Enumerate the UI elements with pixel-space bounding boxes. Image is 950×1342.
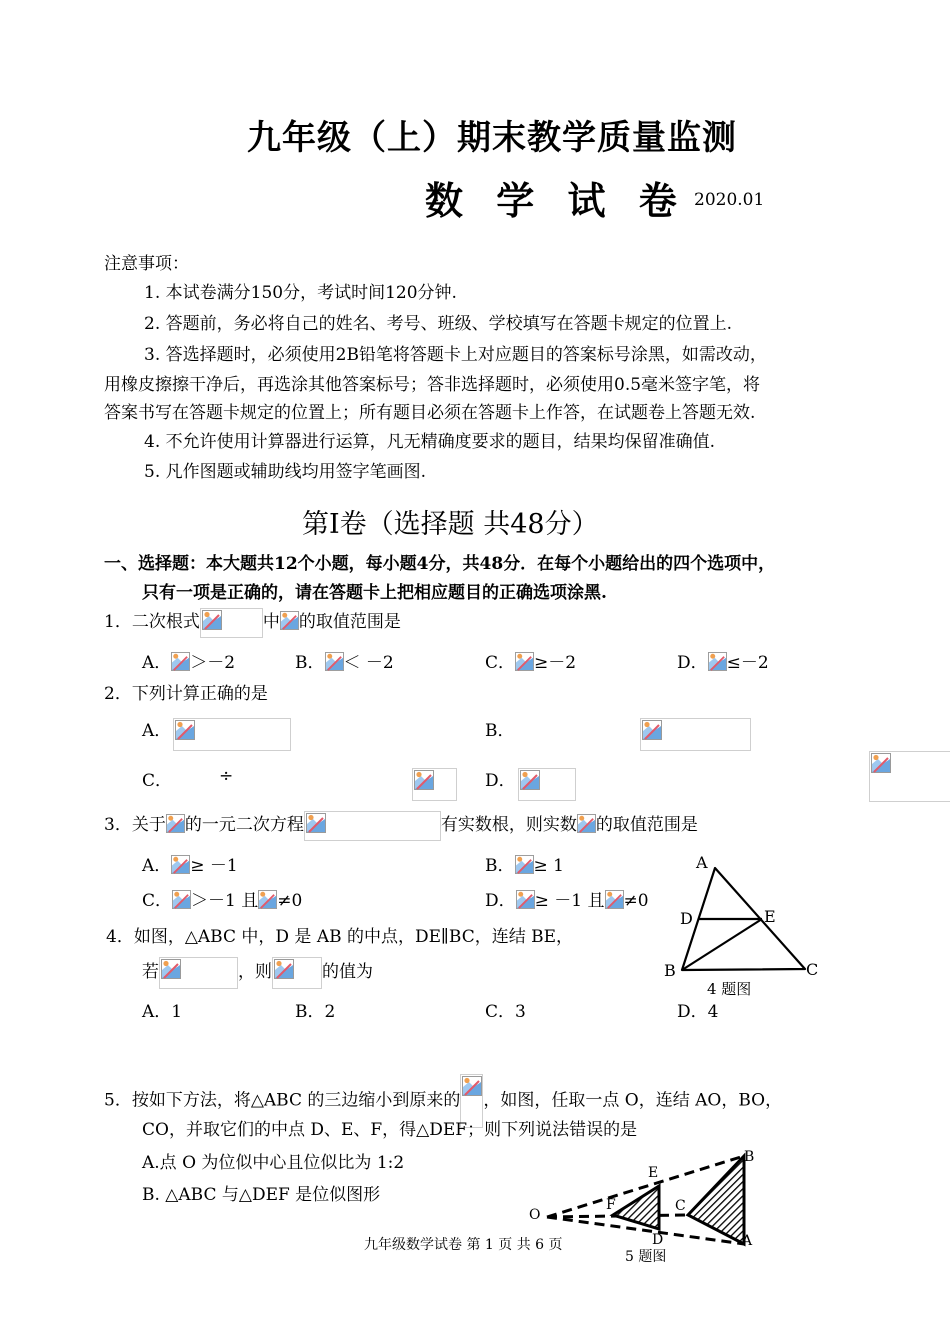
question-5-option-a: A.点 O 为位似中心且位似比为 1:2	[142, 1153, 405, 1173]
question-3-option-a: A． ≥ －1	[142, 856, 238, 876]
question-2-option-a-formula	[173, 718, 291, 751]
question-2-option-b-label: B．	[485, 721, 515, 741]
question-3-option-c: C． ＞－1 且 ≠0	[142, 891, 303, 911]
notice-item-5: 5. 凡作图题或辅助线均用签字笔画图.	[144, 462, 427, 482]
question-4-option-b: B．2	[295, 1002, 336, 1022]
question-2-option-d-formula	[869, 751, 950, 802]
question-4-option-a: A．1	[142, 1002, 183, 1022]
image-placeholder-icon	[515, 652, 534, 671]
image-placeholder-icon	[171, 652, 190, 671]
point-label-f: F	[606, 1197, 616, 1213]
question-1-option-b: B． ＜ －2	[295, 653, 394, 673]
question-2-option-c-formula-2	[518, 768, 576, 801]
notice-item-2: 2. 答题前，务必将自己的姓名、考号、班级、学校填写在答题卡规定的位置上.	[144, 314, 733, 334]
triangle-abc	[688, 1156, 744, 1244]
point-label-c: C	[675, 1198, 686, 1214]
image-placeholder-icon	[642, 720, 662, 740]
question-4-option-d: D．4	[677, 1002, 719, 1022]
image-placeholder-icon	[274, 959, 294, 979]
image-placeholder-icon	[577, 814, 596, 833]
image-placeholder-icon	[515, 855, 534, 874]
notice-item-1: 1. 本试卷满分150分，考试时间120分钟.	[144, 283, 457, 303]
question-3-option-b: B． ≥ 1	[485, 856, 564, 876]
image-placeholder-icon	[161, 959, 181, 979]
point-label-c: C	[806, 960, 819, 979]
image-placeholder-icon	[325, 652, 344, 671]
point-label-b: B	[744, 1149, 755, 1165]
question-3-option-d: D． ≥ －1 且 ≠0	[485, 891, 649, 911]
image-placeholder-icon	[708, 652, 727, 671]
image-placeholder-icon	[175, 720, 195, 740]
notice-item-3: 3. 答选择题时，必须使用2B铅笔将答题卡上对应题目的答案标号涂黑，如需改动，	[144, 345, 767, 365]
notice-item-3-cont: 用橡皮擦擦干净后，再选涂其他答案标号；答非选择题时，必须使用0.5毫米签字笔，将	[104, 375, 761, 395]
image-placeholder-icon	[280, 611, 299, 630]
image-placeholder-icon	[258, 890, 277, 909]
page-subtitle: 数 学 试 卷	[425, 178, 687, 223]
question-4-option-c: C．3	[485, 1002, 526, 1022]
question-2-option-d-label: D．	[485, 771, 516, 791]
ratio-image	[159, 957, 238, 989]
question-1-option-c: C． ≥－2	[485, 653, 577, 673]
question-1-option-d: D． ≤－2	[677, 653, 769, 673]
question-2-option-c-label: C．	[142, 771, 173, 791]
image-placeholder-icon	[202, 610, 222, 630]
question-2-option-b-formula	[640, 718, 751, 751]
image-placeholder-icon	[516, 890, 535, 909]
ratio-image	[272, 957, 322, 989]
page-footer: 九年级数学试卷 第 1 页 共 6 页	[364, 1237, 563, 1253]
point-label-a: A	[742, 1233, 753, 1249]
triangle-def	[613, 1186, 659, 1229]
question-4-stem: 4．如图，△ABC 中，D 是 AB 的中点，DE∥BC，连结 BE，	[106, 927, 574, 947]
figure-4-triangle	[655, 848, 835, 1000]
division-sign: ÷	[219, 766, 234, 786]
point-label-d: D	[652, 1232, 664, 1248]
section-instruction-cont: 只有一项是正确的，请在答题卡上把相应题目的正确选项涂黑.	[142, 583, 607, 603]
question-2-option-a-label: A．	[142, 721, 172, 741]
image-placeholder-icon	[871, 753, 891, 773]
point-label-a: A	[696, 853, 708, 872]
point-label-b: B	[664, 961, 676, 980]
point-label-o: O	[529, 1207, 541, 1223]
image-placeholder-icon	[172, 890, 191, 909]
section-title: 第Ⅰ卷（选择题 共48分）	[302, 509, 599, 540]
question-5-stem: 5．按如下方法，将△ABC 的三边缩小到原来的 ，如图，任取一点 O，连结 AO，BO，	[104, 1074, 782, 1128]
notice-heading: 注意事项：	[104, 254, 189, 274]
page-title: 九年级（上）期末教学质量监测	[247, 118, 737, 158]
image-placeholder-icon	[462, 1076, 482, 1096]
image-placeholder-icon	[306, 813, 326, 833]
question-2-option-c-formula-1	[412, 768, 457, 801]
point-label-e: E	[764, 907, 776, 926]
question-4-condition: 若 ，则 的值为	[142, 955, 373, 989]
image-placeholder-icon	[166, 814, 185, 833]
point-label-e: E	[648, 1165, 659, 1181]
image-placeholder-icon	[414, 770, 434, 790]
notice-item-3-cont2: 答案书写在答题卡规定的位置上；所有题目必须在答题卡上作答，在试题卷上答题无效.	[104, 403, 756, 423]
image-placeholder-icon	[605, 890, 624, 909]
image-placeholder-icon	[520, 770, 540, 790]
question-1-option-a: A． ＞－2	[142, 653, 236, 673]
equation-image	[304, 811, 441, 841]
formula-image	[200, 608, 263, 638]
point-label-d: D	[680, 909, 693, 928]
image-placeholder-icon	[171, 855, 190, 874]
figure-5-caption: 5 题图	[625, 1249, 667, 1265]
question-1-stem: 1．二次根式 中 的取值范围是	[104, 606, 401, 638]
question-3-stem: 3．关于 的一元二次方程 有实数根，则实数 的取值范围是	[104, 808, 698, 842]
figure-4-caption: 4 题图	[707, 980, 752, 998]
question-2-stem: 2．下列计算正确的是	[104, 684, 268, 704]
question-5-option-b: B. △ABC 与△DEF 是位似图形	[142, 1185, 381, 1205]
notice-item-4: 4. 不允许使用计算器进行运算，凡无精确度要求的题目，结果均保留准确值.	[144, 432, 716, 452]
section-instruction: 一、选择题：本大题共12个小题，每小题4分，共48分．在每个小题给出的四个选项中，	[104, 554, 776, 574]
segment-be	[682, 919, 762, 970]
exam-date: 2020.01	[694, 190, 765, 210]
question-5-stem-cont: CO，并取它们的中点 D、E、F，得△DEF；则下列说法错误的是	[142, 1120, 638, 1140]
